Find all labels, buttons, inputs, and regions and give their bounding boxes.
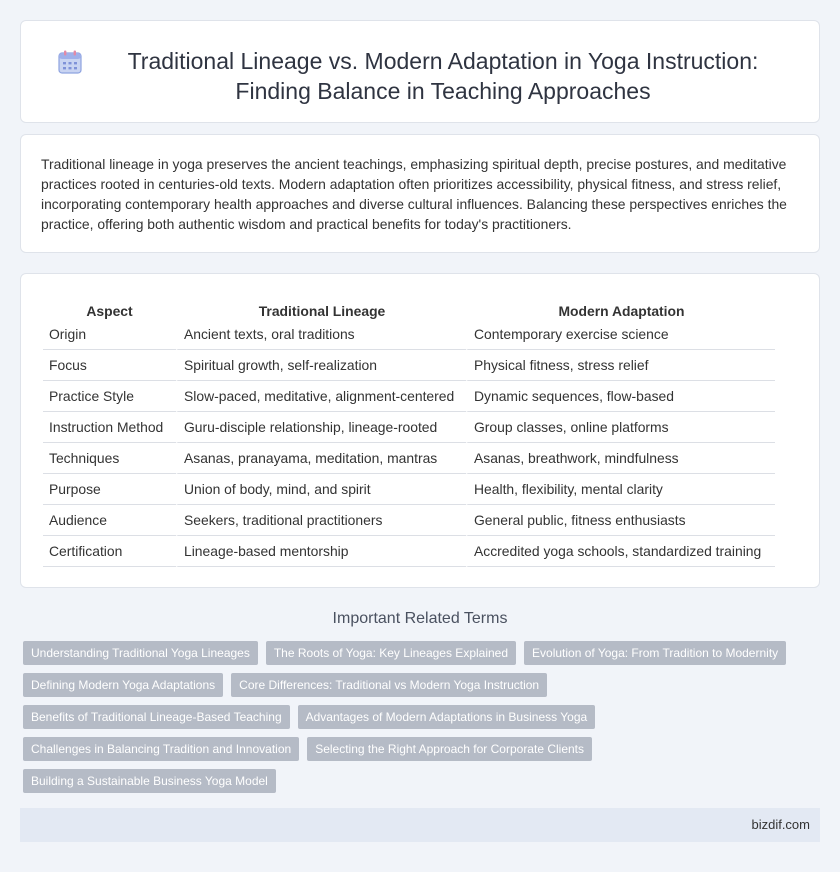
related-term-tag[interactable]: Evolution of Yoga: From Tradition to Modernity — [524, 641, 786, 665]
cell-aspect: Certification — [43, 536, 176, 567]
title-card — [20, 20, 820, 123]
related-term-tag[interactable]: Understanding Traditional Yoga Lineages — [23, 641, 258, 665]
table-row — [43, 474, 775, 505]
cell-traditional: Union of body, mind, and spirit — [176, 474, 466, 505]
related-term-tag[interactable]: Selecting the Right Approach for Corporate Clients — [307, 737, 592, 761]
table-row — [43, 350, 775, 381]
cell-modern: Dynamic sequences, flow-based — [466, 381, 775, 412]
calendar-icon — [57, 49, 83, 75]
related-terms-heading: Important Related Terms — [332, 610, 508, 627]
column-header-traditional: Traditional Lineage — [176, 297, 466, 319]
cell-modern: Accredited yoga schools, standardized training — [466, 536, 775, 567]
table-row — [43, 412, 775, 443]
related-term-tag[interactable]: Defining Modern Yoga Adaptations — [23, 673, 223, 697]
table-row — [43, 505, 775, 536]
cell-traditional: Asanas, pranayama, meditation, mantras — [176, 443, 466, 474]
footer-site-link[interactable]: bizdif.com — [751, 817, 810, 832]
related-term-tag[interactable]: Advantages of Modern Adaptations in Business Yoga — [298, 705, 596, 729]
table-row — [43, 443, 775, 474]
table-header-row — [43, 297, 775, 319]
cell-aspect: Origin — [43, 319, 176, 350]
cell-aspect: Audience — [43, 505, 176, 536]
cell-traditional: Slow-paced, meditative, alignment-centered — [176, 381, 466, 412]
related-term-tag[interactable]: Benefits of Traditional Lineage-Based Teaching — [23, 705, 290, 729]
related-terms-list — [23, 641, 813, 793]
related-term-tag[interactable]: Building a Sustainable Business Yoga Model — [23, 769, 276, 793]
comparison-card — [20, 273, 820, 588]
cell-traditional: Ancient texts, oral traditions — [176, 319, 466, 350]
related-term-tag[interactable]: The Roots of Yoga: Key Lineages Explained — [266, 641, 516, 665]
table-row — [43, 536, 775, 567]
cell-modern: General public, fitness enthusiasts — [466, 505, 775, 536]
table-row — [43, 319, 775, 350]
cell-modern: Asanas, breathwork, mindfulness — [466, 443, 775, 474]
cell-modern: Health, flexibility, mental clarity — [466, 474, 775, 505]
footer — [20, 808, 820, 842]
cell-traditional: Seekers, traditional practitioners — [176, 505, 466, 536]
cell-modern: Contemporary exercise science — [466, 319, 775, 350]
table-row — [43, 381, 775, 412]
column-header-modern: Modern Adaptation — [466, 297, 775, 319]
cell-aspect: Instruction Method — [43, 412, 176, 443]
cell-traditional: Spiritual growth, self-realization — [176, 350, 466, 381]
cell-aspect: Practice Style — [43, 381, 176, 412]
cell-traditional: Lineage-based mentorship — [176, 536, 466, 567]
cell-traditional: Guru-disciple relationship, lineage-rooted — [176, 412, 466, 443]
comparison-table — [43, 297, 775, 567]
cell-aspect: Purpose — [43, 474, 176, 505]
related-term-tag[interactable]: Challenges in Balancing Tradition and Innovation — [23, 737, 299, 761]
intro-card — [20, 134, 820, 253]
cell-aspect: Techniques — [43, 443, 176, 474]
page-title: Traditional Lineage vs. Modern Adaptation in Yoga Instruction: Finding Balance in Teaching Approaches — [127, 48, 759, 104]
cell-modern: Group classes, online platforms — [466, 412, 775, 443]
cell-aspect: Focus — [43, 350, 176, 381]
column-header-aspect: Aspect — [86, 303, 133, 319]
cell-modern: Physical fitness, stress relief — [466, 350, 775, 381]
intro-paragraph: Traditional lineage in yoga preserves the ancient teachings, emphasizing spiritual depth, precise postures, and meditative practices rooted in centuries-old texts. Modern adaptation often prioritizes accessibility, physical fitness, and stress relief, incorporating contemporary health approaches and diverse cultural influences. Balancing these perspectives enriches the practice, offering both authentic wisdom and practical benefits for today's practitioners. — [41, 156, 787, 232]
related-term-tag[interactable]: Core Differences: Traditional vs Modern Yoga Instruction — [231, 673, 547, 697]
